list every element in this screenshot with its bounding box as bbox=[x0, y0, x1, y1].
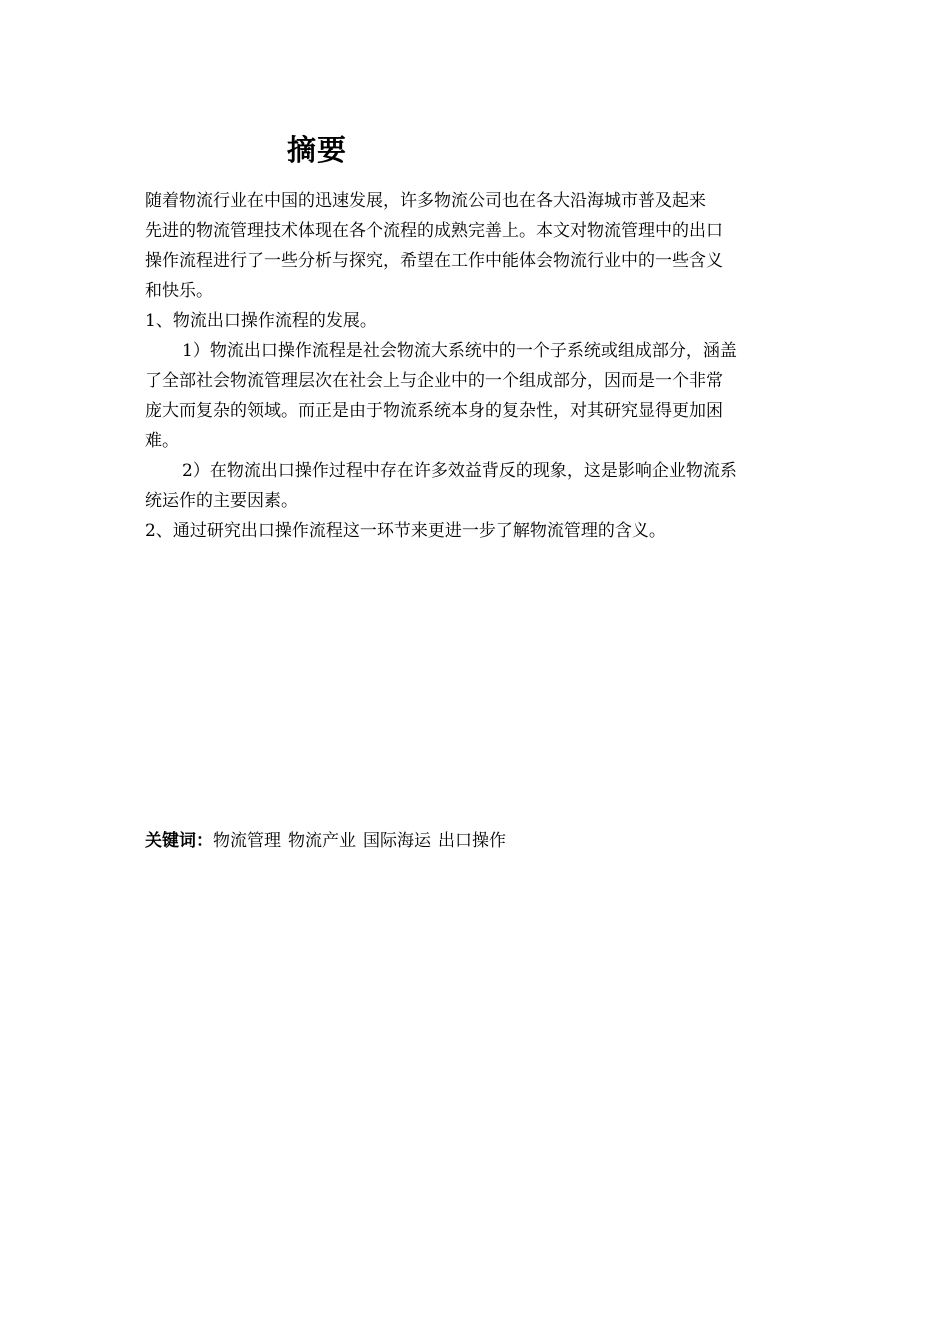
paragraph-line: 操作流程进行了一些分析与探究，希望在工作中能体会物流行业中的一些含义 bbox=[145, 251, 723, 271]
paragraph-line: 难。 bbox=[145, 431, 179, 451]
paragraph-line: 和快乐。 bbox=[145, 281, 213, 301]
paragraph-line: 先进的物流管理技术体现在各个流程的成熟完善上。本文对物流管理中的出口 bbox=[145, 221, 723, 241]
paragraph-line: 2）在物流出口操作过程中存在许多效益背反的现象，这是影响企业物流系 bbox=[182, 461, 737, 481]
section-heading-1: 1、物流出口操作流程的发展。 bbox=[145, 311, 377, 331]
paragraph-line: 统运作的主要因素。 bbox=[145, 491, 298, 511]
keyword: 物流管理 bbox=[213, 831, 281, 851]
keywords-row bbox=[145, 826, 513, 856]
paragraph-line: 庞大而复杂的领域。而正是由于物流系统本身的复杂性，对其研究显得更加困 bbox=[145, 401, 723, 421]
keyword: 国际海运 bbox=[363, 831, 431, 851]
paragraph-line: 1）物流出口操作流程是社会物流大系统中的一个子系统或组成部分，涵盖 bbox=[182, 341, 737, 361]
keyword: 物流产业 bbox=[288, 831, 356, 851]
section-heading-2: 2、通过研究出口操作流程这一环节来更进一步了解物流管理的含义。 bbox=[145, 521, 666, 541]
keyword: 出口操作 bbox=[438, 831, 506, 851]
keywords-label: 关键词： bbox=[145, 831, 213, 851]
abstract-title: 摘要 bbox=[287, 133, 348, 167]
paragraph-line: 了全部社会物流管理层次在社会上与企业中的一个组成部分，因而是一个非常 bbox=[145, 371, 723, 391]
paragraph-line: 随着物流行业在中国的迅速发展，许多物流公司也在各大沿海城市普及起来 bbox=[145, 191, 706, 211]
abstract-body bbox=[145, 186, 810, 546]
